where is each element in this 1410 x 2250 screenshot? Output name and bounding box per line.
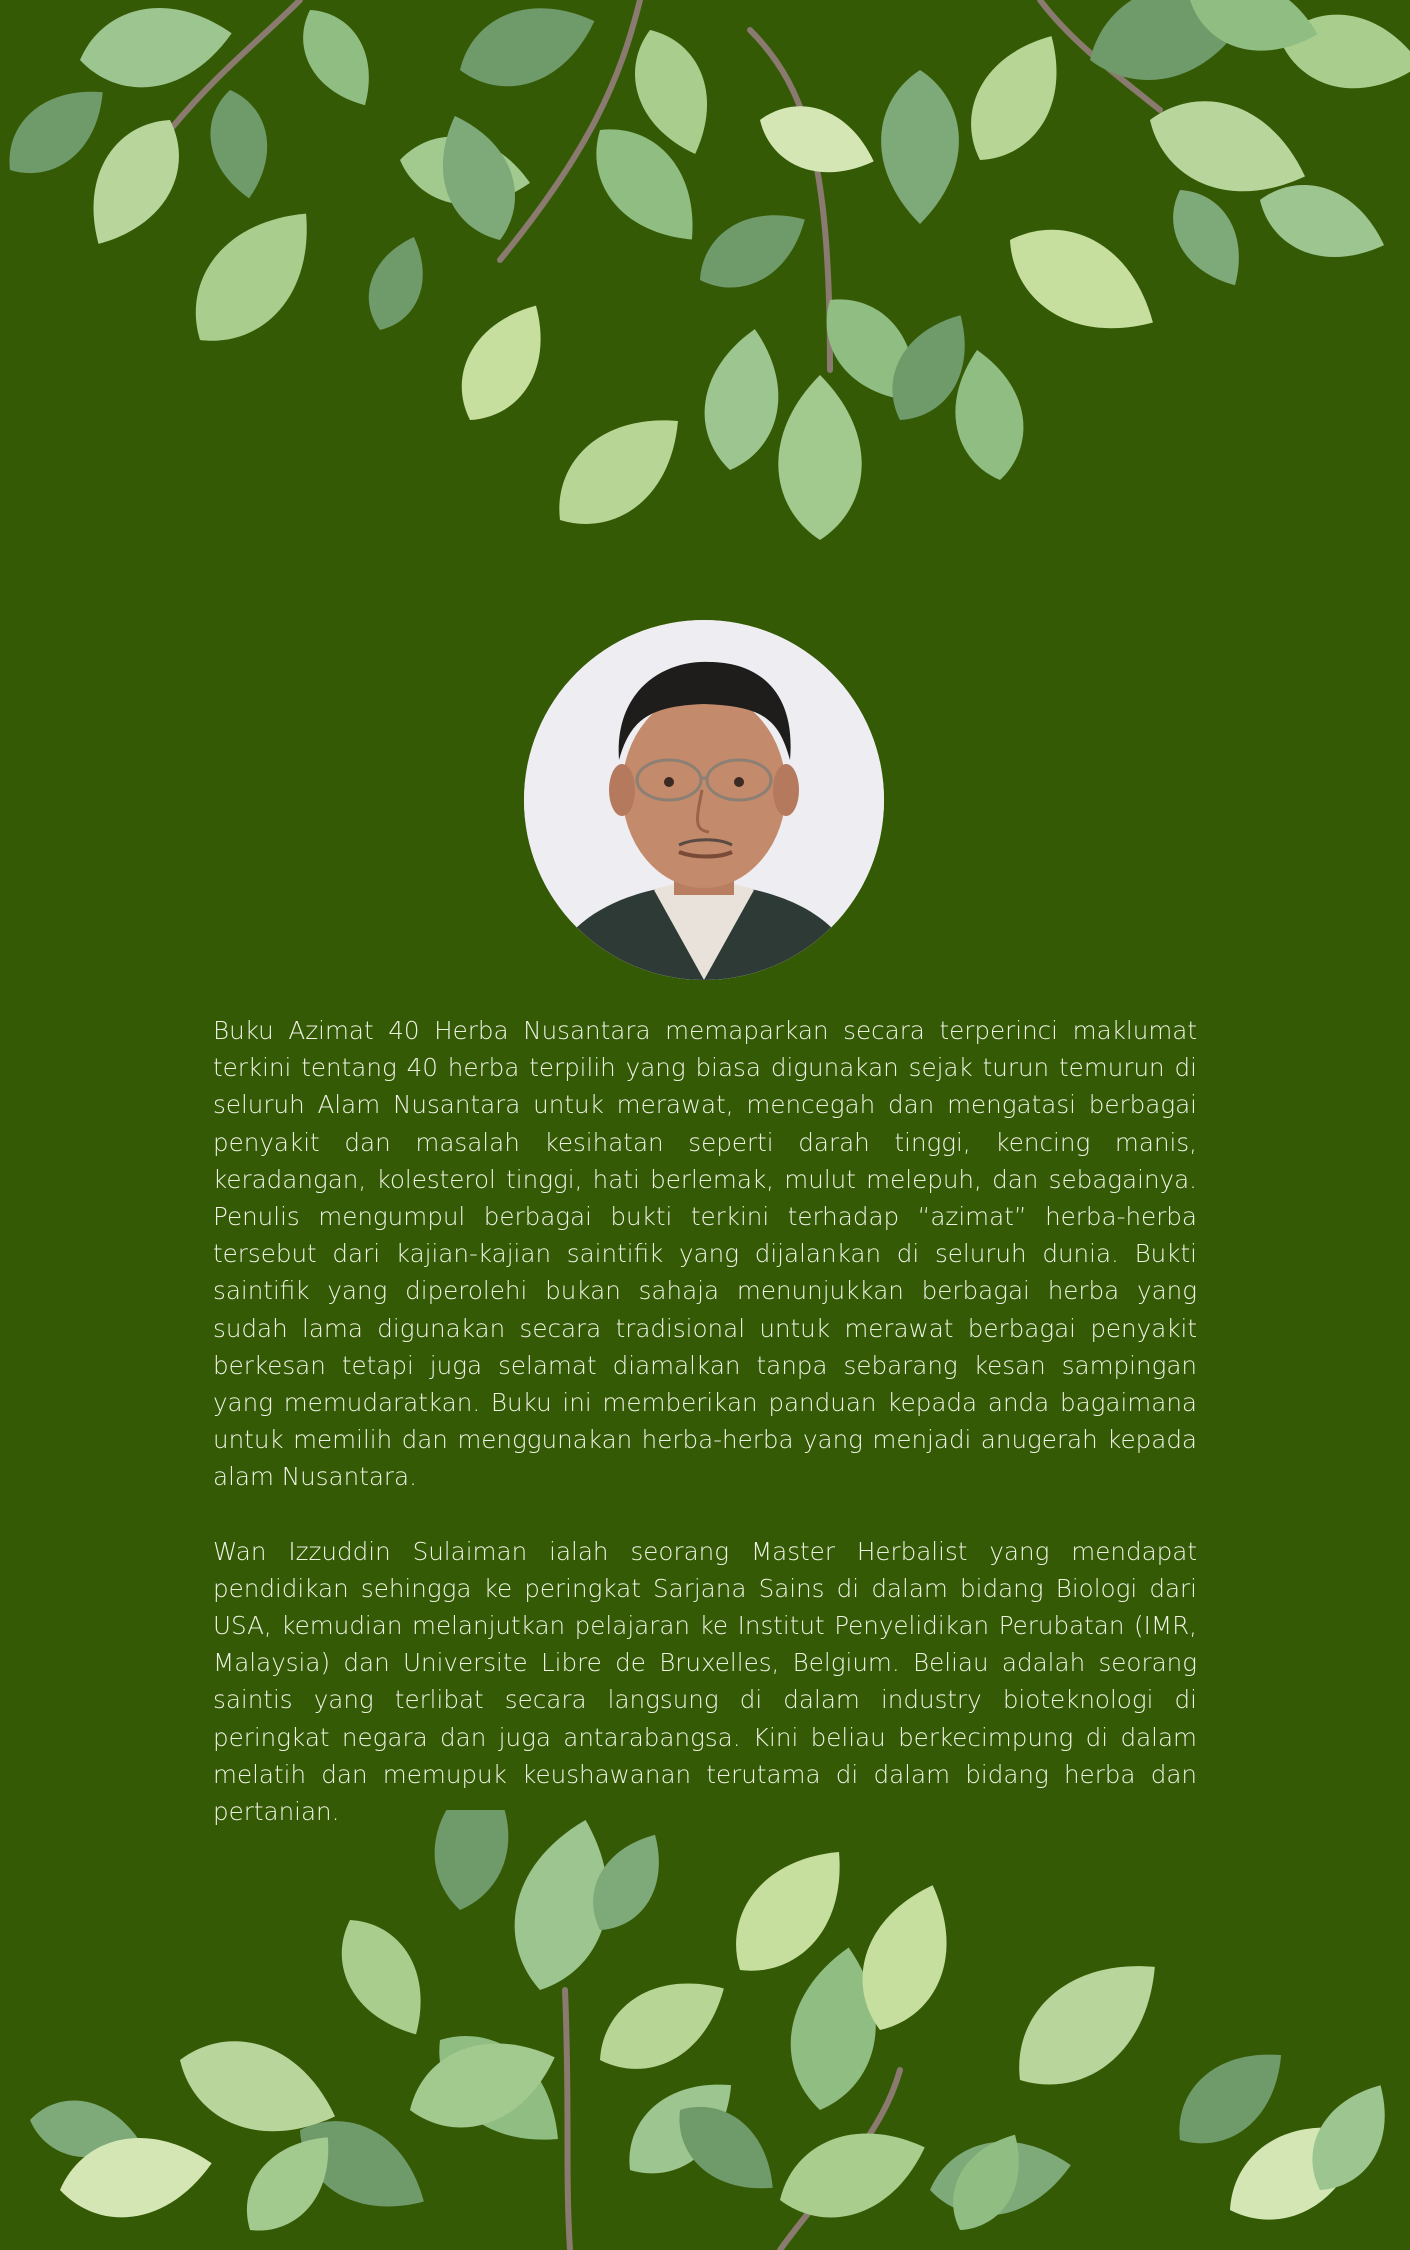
bottom-leaves-illustration (0, 1810, 1410, 2250)
author-portrait-icon (524, 620, 884, 980)
book-description (213, 1012, 1197, 1867)
book-summary-paragraph: Buku Azimat 40 Herba Nusantara memaparkan secara terperinci maklumat terkini tentang 40 herba terpilih yang biasa digunakan sejak turun temurun di seluruh Alam Nusantara untuk merawat, mencegah dan mengatasi berbagai penyakit dan masalah kesihatan seperti darah tinggi, kencing manis, keradangan, kolesterol tinggi, hati berlemak, mulut melepuh, dan sebagainya. Penulis mengumpul berbagai bukti terkini terhadap “azimat” herba-herba tersebut dari kajian-kajian saintifik yang dijalankan di seluruh dunia. Bukti saintifik yang diperolehi bukan sahaja menunjukkan berbagai herba yang sudah lama digunakan secara tradisional untuk merawat berbagai penyakit berkesan tetapi juga selamat diamalkan tanpa sebarang kesan sampingan yang memudaratkan. Buku ini memberikan panduan kepada anda bagaimana untuk memilih dan menggunakan herba-herba yang menjadi anugerah kepada alam Nusantara. (213, 1016, 1197, 1492)
top-leaves-illustration (0, 0, 1410, 580)
author-portrait (524, 620, 884, 980)
author-bio-paragraph: Wan Izzuddin Sulaiman ialah seorang Master Herbalist yang mendapat pendidikan sehingga ke peringkat Sarjana Sains di dalam bidang Biologi dari USA, kemudian melanjutkan pelajaran ke Institut Penyelidikan Perubatan (IMR, Malaysia) dan Universite Libre de Bruxelles, Belgium. Beliau adalah seorang saintis yang terlibat secara langsung di dalam industry bioteknologi di peringkat negara dan juga antarabangsa. Kini beliau berkecimpung di dalam melatih dan memupuk keushawanan terutama di dalam bidang herba dan pertanian. (213, 1536, 1197, 1827)
